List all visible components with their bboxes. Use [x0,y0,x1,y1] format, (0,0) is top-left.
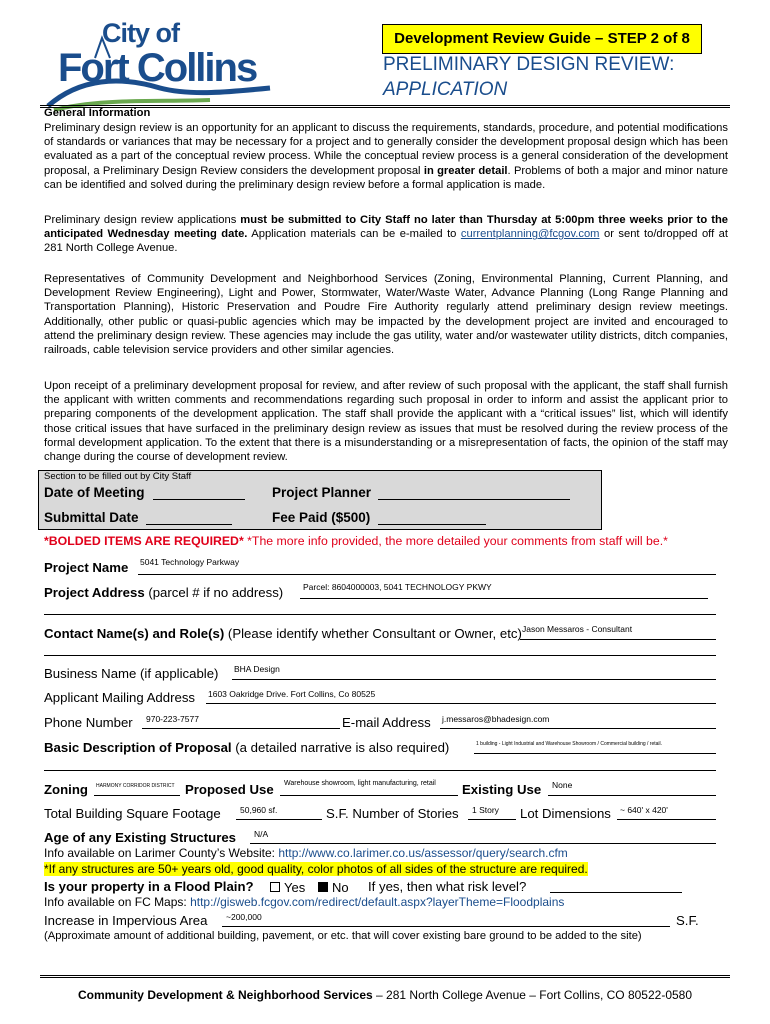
p2-text-d: or sent to/dropped off at 281 North College Avenue. [44,228,728,255]
lot-dimensions-value: ~ 640' x 420' [620,805,668,815]
flood-yes-label: Yes [284,880,306,895]
fc-maps-text: Info available on FC Maps: [44,895,191,909]
project-address-field[interactable] [300,598,708,599]
project-planner-field[interactable] [378,499,570,500]
flood-no-option[interactable] [318,880,349,895]
stories-value: 1 Story [472,805,499,815]
business-name-field[interactable] [232,679,716,680]
contact-field[interactable] [520,639,716,640]
business-name-label: Business Name (if applicable) [44,666,219,681]
footer-address: – 281 North College Avenue – Fort Collins, CO 80522-0580 [372,988,693,1002]
footer-divider [40,975,730,978]
lot-dimensions-field[interactable] [617,819,716,820]
proposed-use-field[interactable] [280,795,458,796]
email-label: E-mail Address [342,715,431,730]
paragraph-representatives: Representatives of Community Development and Neighborhood Services (Zoning, Environmental Planning, Current Planning, and Development Review Engineering), Light and Power, Stormwater, Water/Waste Water, Advance Planning (Long Range Planning and Transportation Planning), Historic Preservation and Poudre Fire Authority regularly attend preliminary design review meetings. Additionally, other public or quasi-public agencies which may be impacted by the development project are invited and encouraged to attend the preliminary design review. These agencies may include the gas utility, water and/or wastewater utility districts, ditch companies, railroads, cable television service providers and other similar agencies. [44,273,728,357]
age-structures-value: N/A [254,829,269,839]
existing-use-label: Existing Use [462,782,542,797]
contact-label: Contact Name(s) and Role(s) [44,626,225,641]
email-link[interactable]: currentplanning@fcgov.com [460,228,600,241]
stories-field[interactable] [468,819,516,820]
description-field[interactable] [474,753,716,754]
flood-risk-field[interactable] [550,892,682,893]
flood-yes-option[interactable] [270,880,305,895]
project-address-label-wrap [44,585,283,600]
photo-requirement-note: *If any structures are 50+ years old, good quality, color photos of all sides of the structure are required. [44,862,588,876]
submittal-date-label: Submittal Date [44,510,139,525]
existing-use-field[interactable] [548,795,716,796]
paragraph-intro [44,121,728,192]
fee-paid-field[interactable] [378,524,486,525]
footer [40,988,730,1002]
contact-value: Jason Messaros - Consultant [522,624,633,634]
larimer-link[interactable]: http://www.co.larimer.co.us/assessor/query/search.cfm [278,846,568,860]
contact-hint: (Please identify whether Consultant or Owner, etc) [224,626,522,641]
mailing-address-value: 1603 Oakridge Drive. Fort Collins, Co 80525 [208,689,376,699]
description-value: 1 building - Light Industrial and Warehouse Showroom / Commercial building / retail. [476,741,663,747]
impervious-area-value: ~200,000 [226,912,262,922]
p2-text-bold: must be submitted to City Staff no later than Thursday at 5:00pm three weeks prior to the anticipated Wednesday meeting date. [44,214,729,241]
phone-label: Phone Number [44,715,133,730]
project-address-label: Project Address [44,585,145,600]
project-address-value: Parcel: 8604000003, 5041 TECHNOLOGY PKWY [303,582,492,592]
sqft-value: 50,960 sf. [240,805,278,815]
project-planner-label: Project Planner [272,485,372,500]
flood-no-label: No [332,880,349,895]
age-structures-label: Age of any Existing Structures [44,830,236,845]
project-name-field[interactable] [138,574,716,575]
p2-text-a: Preliminary design review applications [44,214,241,226]
stories-label: S.F. Number of Stories [326,806,459,821]
description-label-wrap [44,740,449,755]
larimer-info [44,846,568,860]
project-address-hint: (parcel # if no address) [144,585,284,600]
lot-dimensions-label: Lot Dimensions [520,806,611,821]
phone-value: 970-223-7577 [146,714,199,724]
p2-text-c: Application materials can be e-mailed to [247,228,461,241]
page-title: PRELIMINARY DESIGN REVIEW: [383,54,675,75]
flood-no-checkbox-icon[interactable] [318,882,328,892]
phone-field[interactable] [142,728,340,729]
contact-label-wrap [44,626,522,641]
required-note-bold: *BOLDED ITEMS ARE REQUIRED* [44,534,244,548]
existing-use-value: None [552,780,573,790]
email-value: j.messaros@bhadesign.com [442,714,550,724]
proposed-use-value: Warehouse showroom, light manufacturing, retail [284,780,436,787]
description-hint: (a detailed narrative is also required) [231,740,450,755]
p1-text-c: . Problems of both a major and minor nature can be identified and solved during the preliminary design review before a formal application is made. [44,164,728,191]
flood-plain-label: Is your property in a Flood Plain? [44,879,254,894]
flood-risk-label: If yes, then what risk level? [368,879,527,894]
submittal-date-field[interactable] [146,524,232,525]
general-info-heading: General Information [44,107,151,119]
project-name-label: Project Name [44,560,129,575]
impervious-area-note: (Approximate amount of additional building, pavement, or etc. that will cover existing bare ground to be added to the site) [44,930,642,942]
staff-caption: Section to be filled out by City Staff [44,471,192,482]
p1-text-a: Preliminary design review is an opportunity for an applicant to discuss the requirements, standards, procedure, and potential modifications of standards or variances that may be necessary for a project and to generally consider the development proposal design which has been evaluated as a part of the conceptual review process. While the conceptual review process is a general consideration of the development proposal, a Preliminary Design Review considers the development proposal [44,122,728,177]
paragraph-deadline [44,213,728,256]
contact-field-line2[interactable] [44,655,716,656]
logo-line1: City of [102,18,179,48]
description-field-line2[interactable] [44,770,716,771]
fc-maps-info [44,895,564,909]
sqft-field[interactable] [236,819,322,820]
impervious-area-field[interactable] [222,926,670,927]
required-note-rest: *The more info provided, the more detailed your comments from staff will be.* [243,534,668,548]
zoning-field[interactable] [94,795,180,796]
sqft-label: Total Building Square Footage [44,806,221,821]
date-of-meeting-label: Date of Meeting [44,485,145,500]
page-subtitle: APPLICATION [383,79,508,100]
mailing-address-field[interactable] [206,703,716,704]
email-field[interactable] [440,728,716,729]
impervious-area-label: Increase in Impervious Area [44,913,208,928]
logo-line2: Fort Collins [58,46,257,90]
business-name-value: BHA Design [234,664,280,674]
paragraph-review-process: Upon receipt of a preliminary development proposal for review, and after review of such proposal with the applicant, the staff shall furnish the applicant with written comments and recommendations regarding such proposal in order to inform and assist the applicant prior to preparing components of the development application. The staff shall provide the applicant with a “critical issues” list, which will identify those critical issues that have surfaced in the preliminary design review as issues that must be resolved during the review process of the formal development application. To the extent that there is a misunderstanding or a misrepresentation of facts, the opinion of the staff may change during the course of development review. [44,380,728,464]
zoning-label: Zoning [44,782,88,797]
footer-department: Community Development & Neighborhood Services [77,988,373,1002]
p1-text-bold: in greater detail [423,164,508,177]
zoning-value: HARMONY CORRIDOR DISTRICT [96,783,175,789]
proposed-use-label: Proposed Use [185,782,274,797]
impervious-area-unit: S.F. [676,913,699,928]
step-banner: Development Review Guide – STEP 2 of 8 [382,24,702,54]
description-label: Basic Description of Proposal [44,740,232,755]
project-name-value: 5041 Technology Parkway [140,557,240,567]
required-note [44,534,668,548]
city-logo [40,18,280,116]
fc-maps-link[interactable]: http://gisweb.fcgov.com/redirect/default.aspx?layerTheme=Floodplains [190,895,565,909]
project-address-field-line2[interactable] [44,614,716,615]
larimer-text: Info available on Larimer County’s Website: [44,846,279,860]
fee-paid-label: Fee Paid ($500) [272,510,371,525]
flood-yes-checkbox-icon[interactable] [270,882,280,892]
mailing-address-label: Applicant Mailing Address [44,690,196,705]
age-structures-field[interactable] [250,843,716,844]
date-of-meeting-field[interactable] [153,499,245,500]
